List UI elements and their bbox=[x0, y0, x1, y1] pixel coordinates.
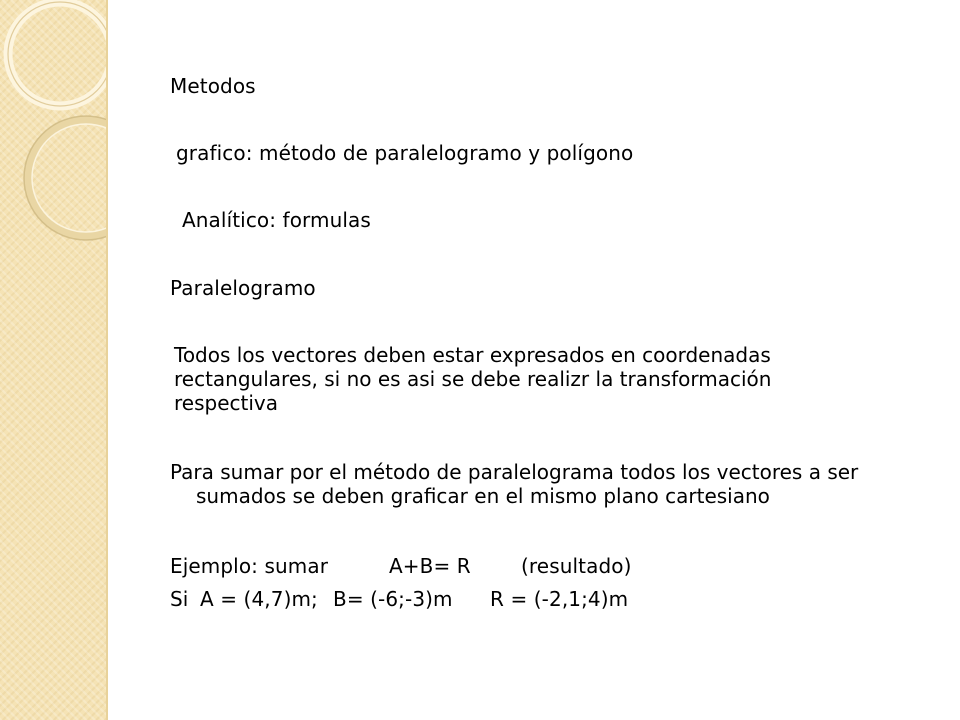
example-note: (resultado) bbox=[521, 554, 632, 578]
paragraph-suma bbox=[170, 460, 910, 508]
line-analitico: Analítico: formulas bbox=[182, 208, 371, 232]
value-r: R = (-2,1;4)m bbox=[490, 587, 629, 611]
paragraph-suma-row: sumados se deben graficar en el mismo plano cartesiano bbox=[196, 484, 770, 508]
value-b: B= (-6;-3)m bbox=[333, 587, 453, 611]
example-formula: A+B= R bbox=[389, 554, 471, 578]
example-label: Ejemplo: sumar bbox=[170, 554, 329, 578]
values-prefix: Si bbox=[170, 587, 189, 611]
heading-metodos: Metodos bbox=[170, 74, 256, 98]
paragraph-coordenadas-row: Todos los vectores deben estar expresados en coordenadas bbox=[174, 343, 771, 367]
paragraph-coordenadas-row: respectiva bbox=[174, 391, 278, 415]
paragraph-suma-row: Para sumar por el método de paralelograma todos los vectores a ser bbox=[170, 460, 859, 484]
value-a: A = (4,7)m; bbox=[200, 587, 318, 611]
heading-paralelogramo: Paralelogramo bbox=[170, 276, 316, 300]
paragraph-coordenadas-row-text: rectangulares, si no es asi se debe realizr la transformación bbox=[174, 367, 772, 391]
paragraph-coordenadas-row bbox=[174, 367, 914, 391]
line-grafico: grafico: método de paralelogramo y polígono bbox=[176, 141, 634, 165]
paragraph-coordenadas bbox=[174, 343, 914, 415]
